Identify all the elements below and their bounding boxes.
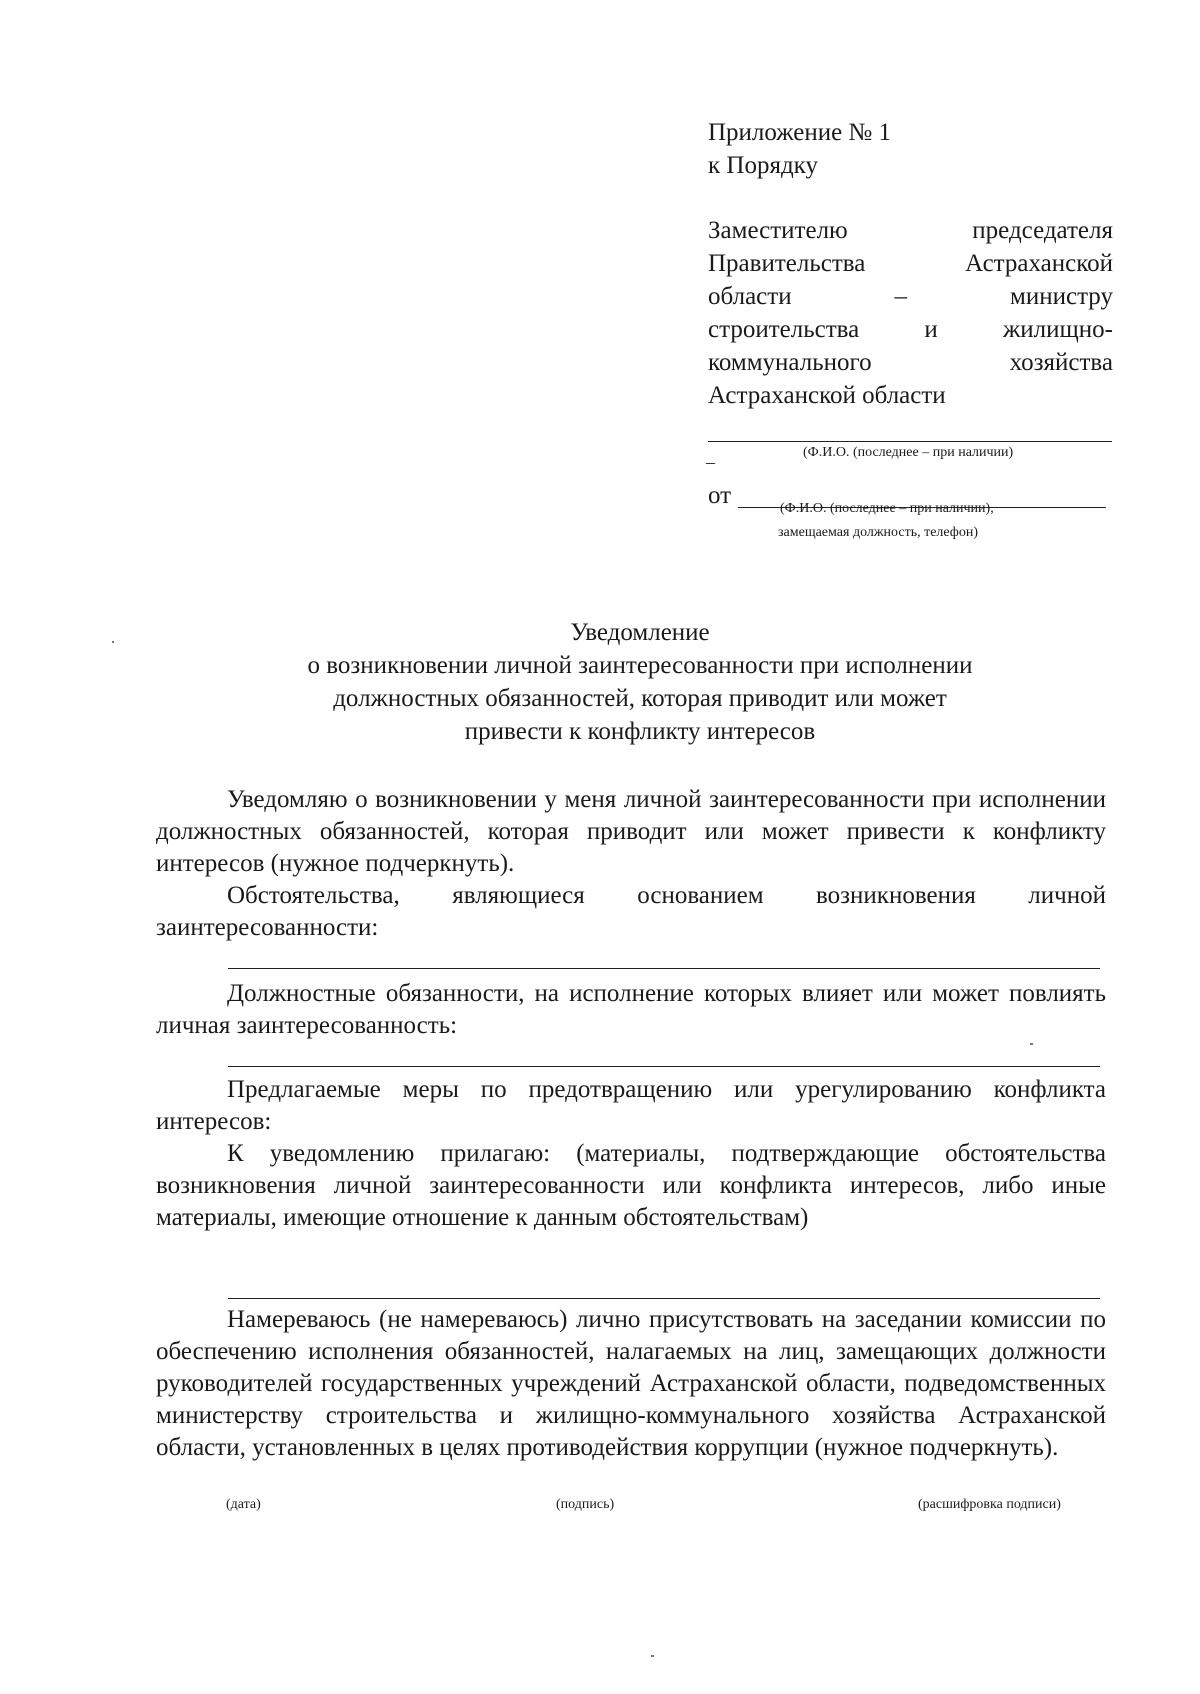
- attachments-underline: [228, 1298, 1100, 1299]
- paragraph-duties: [156, 978, 1106, 1042]
- addressee-word: области: [708, 283, 792, 310]
- addressee-word: Правительства: [708, 250, 866, 277]
- addressee-word: Заместителю: [708, 217, 848, 244]
- addressee-word: коммунального: [708, 349, 872, 376]
- addressee-word: –: [894, 283, 908, 310]
- appendix-number: Приложение № 1: [708, 119, 892, 146]
- paragraph-circumstances: [156, 880, 1106, 944]
- addressee-line: [708, 346, 1113, 379]
- addressee-line: [708, 280, 1113, 313]
- title-line-3: должностных обязанностей, которая приводит или может: [333, 685, 947, 712]
- addressee-word: жилищно-: [1003, 316, 1113, 343]
- paragraph-text: К уведомлению прилагаю: (материалы, подтверждающие обстоятельства возникновения личной заинтересованности или конфликта интересов, либо иные материалы, имеющие отношение к данным обстоятельствам): [156, 1140, 1106, 1231]
- paragraph-text: Уведомляю о возникновении у меня личной заинтересованности при исполнении должностных обязанностей, которая приводит или может привести к конфликту интересов (нужное подчеркнуть).: [156, 786, 1106, 877]
- from-caption-2: замещаемая должность, телефон): [778, 525, 979, 540]
- scan-speck: [1030, 1043, 1033, 1045]
- from-caption-1: (Ф.И.О. (последнее – при наличии),: [780, 501, 994, 516]
- addressee-word: и: [924, 316, 938, 343]
- dash-mark: –: [706, 452, 715, 472]
- addressee-word: председателя: [972, 217, 1113, 244]
- scan-speck: [112, 641, 114, 643]
- title-line-1: Уведомление: [570, 619, 710, 646]
- circumstances-underline: [228, 968, 1100, 969]
- addressee-word: Астраханской: [965, 250, 1113, 277]
- paragraph-text: Обстоятельства, являющиеся основанием возникновения личной заинтересованности:: [156, 882, 1106, 941]
- title-line-2: о возникновении личной заинтересованности при исполнении: [307, 652, 973, 679]
- title-line-4: привести к конфликту интересов: [464, 718, 816, 745]
- paragraph-text: Предлагаемые меры по предотвращению или урегулированию конфликта интересов:: [156, 1076, 1106, 1135]
- fio-underline: [708, 441, 1112, 442]
- appendix-reference: к Порядку: [708, 152, 818, 179]
- notice-title: [200, 616, 1080, 748]
- fio-caption: (Ф.И.О. (последнее – при наличии): [803, 445, 1014, 460]
- duties-underline: [228, 1066, 1100, 1067]
- appendix-header: [708, 116, 891, 182]
- paragraph-measures: [156, 1074, 1106, 1138]
- paragraph-text: Намереваюсь (не намереваюсь) лично присутствовать на заседании комиссии по обеспечению исполнения обязанностей, налагаемых на лиц, замещающих должности руководителей государственных учреждений Астраханской области, подведомственных министерству строительства и жилищно-коммунального хозяйства Астраханской области, установленных в целях противодействия коррупции (нужное подчеркнуть).: [156, 1306, 1106, 1461]
- addressee-line: [708, 313, 1113, 346]
- scan-speck: [651, 1655, 654, 1657]
- paragraph-attachments: [156, 1138, 1106, 1234]
- addressee-word: хозяйства: [1009, 349, 1113, 376]
- signature-caption: (подпись): [556, 1497, 615, 1512]
- paragraph-text: Должностные обязанности, на исполнение которых влияет или может повлиять личная заинтересованность:: [156, 980, 1106, 1039]
- from-label: от: [708, 482, 732, 509]
- signature-decode-caption: (расшифровка подписи): [918, 1497, 1061, 1512]
- addressee-block: [708, 214, 1113, 412]
- paragraph-notification: [156, 784, 1106, 880]
- addressee-word: строительства: [708, 316, 860, 343]
- date-caption: (дата): [226, 1497, 261, 1512]
- addressee-line: [708, 214, 1113, 247]
- paragraph-intention: [156, 1304, 1106, 1464]
- addressee-line: [708, 247, 1113, 280]
- addressee-word: Астраханской области: [708, 382, 946, 409]
- addressee-word: министру: [1010, 283, 1113, 310]
- addressee-line: [708, 379, 1113, 412]
